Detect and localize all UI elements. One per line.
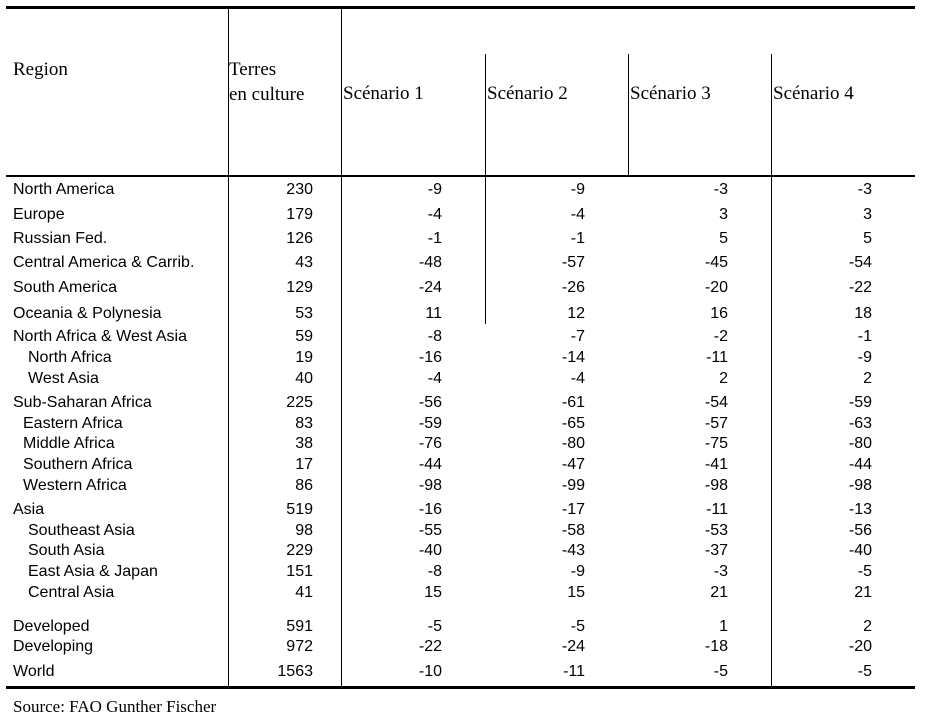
scenario-1-cell: 15 bbox=[424, 584, 442, 601]
region-cell: Sub-Saharan Africa bbox=[13, 394, 152, 411]
table-row bbox=[0, 205, 937, 225]
scenario-3-cell: -37 bbox=[704, 542, 728, 559]
scenario-3-cell: -2 bbox=[713, 328, 728, 345]
scenario-1-cell: -9 bbox=[427, 181, 442, 198]
source-note: Source: FAO Gunther Fischer bbox=[13, 697, 217, 716]
scenario-3-cell: -98 bbox=[704, 477, 728, 494]
table-row bbox=[0, 541, 937, 561]
top-rule bbox=[6, 6, 915, 9]
scenario-1-cell: -8 bbox=[427, 328, 442, 345]
region-cell: East Asia & Japan bbox=[28, 563, 158, 580]
table-row bbox=[0, 562, 937, 582]
scenario-4-cell: 18 bbox=[854, 305, 872, 322]
region-cell: North Africa bbox=[28, 349, 112, 366]
scenario-2-cell: -1 bbox=[570, 230, 585, 247]
scenario-1-cell: -10 bbox=[418, 663, 442, 680]
scenario-3-cell: -41 bbox=[704, 456, 728, 473]
scenario-3-cell: 21 bbox=[710, 584, 728, 601]
scenario-4-cell: -44 bbox=[848, 456, 872, 473]
header-scenario-4: Scénario 4 bbox=[773, 83, 854, 104]
region-cell: Russian Fed. bbox=[13, 230, 108, 247]
region-cell: Europe bbox=[13, 206, 65, 223]
scenario-3-cell: -54 bbox=[704, 394, 728, 411]
scenario-2-cell: -9 bbox=[570, 563, 585, 580]
region-cell: Central America & Carrib. bbox=[13, 254, 195, 271]
scenario-4-cell: -5 bbox=[857, 563, 872, 580]
scenario-3-cell: 2 bbox=[719, 370, 728, 387]
scenario-1-cell: -1 bbox=[427, 230, 442, 247]
scenario-4-cell: -1 bbox=[857, 328, 872, 345]
terres-cell: 41 bbox=[295, 584, 313, 601]
terres-cell: 972 bbox=[286, 638, 313, 655]
terres-cell: 519 bbox=[286, 501, 313, 518]
terres-cell: 19 bbox=[295, 349, 313, 366]
scenario-3-cell: -57 bbox=[704, 415, 728, 432]
region-cell: Asia bbox=[13, 501, 45, 518]
region-cell: Southeast Asia bbox=[28, 522, 135, 539]
terres-cell: 225 bbox=[286, 394, 313, 411]
scenario-4-cell: -5 bbox=[857, 663, 872, 680]
table-row bbox=[0, 637, 937, 657]
table-row bbox=[0, 304, 937, 324]
scenario-2-cell: -65 bbox=[561, 415, 585, 432]
scenario-4-cell: -54 bbox=[848, 254, 872, 271]
scenario-4-cell: 2 bbox=[863, 370, 872, 387]
region-cell: Developed bbox=[13, 618, 90, 635]
table-row bbox=[0, 476, 937, 496]
table-row bbox=[0, 500, 937, 520]
header-rule bbox=[6, 175, 915, 177]
table-row bbox=[0, 253, 937, 273]
scenario-3-cell: -3 bbox=[713, 563, 728, 580]
scenario-3-cell: -11 bbox=[706, 501, 728, 518]
scenario-1-cell: -5 bbox=[427, 618, 442, 635]
scenario-1-cell: -59 bbox=[418, 415, 442, 432]
region-cell: North America bbox=[13, 181, 115, 198]
scenario-4-cell: -98 bbox=[848, 477, 872, 494]
scenario-1-cell: -22 bbox=[418, 638, 442, 655]
terres-cell: 98 bbox=[295, 522, 313, 539]
scenario-3-cell: -20 bbox=[704, 279, 728, 296]
scenario-4-cell: -22 bbox=[848, 279, 872, 296]
region-cell: Eastern Africa bbox=[23, 415, 123, 432]
scenario-1-cell: -4 bbox=[427, 370, 442, 387]
scenario-2-cell: -61 bbox=[561, 394, 585, 411]
column-divider bbox=[628, 54, 629, 176]
scenario-2-cell: -17 bbox=[561, 501, 585, 518]
scenario-3-cell: -18 bbox=[704, 638, 728, 655]
terres-cell: 38 bbox=[295, 435, 313, 452]
scenario-4-cell: -20 bbox=[848, 638, 872, 655]
scenario-4-cell: -59 bbox=[848, 394, 872, 411]
terres-cell: 129 bbox=[286, 279, 313, 296]
scenario-3-cell: -45 bbox=[704, 254, 728, 271]
region-cell: North Africa & West Asia bbox=[13, 328, 187, 345]
scenario-2-cell: 15 bbox=[567, 584, 585, 601]
scenario-4-cell: 2 bbox=[863, 618, 872, 635]
scenario-3-cell: -75 bbox=[704, 435, 728, 452]
header-terres-line2: en culture bbox=[229, 84, 305, 105]
terres-cell: 59 bbox=[295, 328, 313, 345]
terres-cell: 126 bbox=[286, 230, 313, 247]
header-scenario-2: Scénario 2 bbox=[487, 83, 568, 104]
terres-cell: 53 bbox=[295, 305, 313, 322]
scenario-4-cell: -3 bbox=[857, 181, 872, 198]
table-row bbox=[0, 369, 937, 389]
terres-cell: 179 bbox=[286, 206, 313, 223]
scenario-4-cell: 5 bbox=[863, 230, 872, 247]
scenario-1-cell: -56 bbox=[418, 394, 442, 411]
scenario-4-cell: 21 bbox=[854, 584, 872, 601]
scenario-3-cell: -11 bbox=[706, 349, 728, 366]
table-row bbox=[0, 414, 937, 434]
scenario-2-cell: -7 bbox=[570, 328, 585, 345]
scenario-2-cell: -99 bbox=[561, 477, 585, 494]
scenario-2-cell: -80 bbox=[561, 435, 585, 452]
region-cell: Central Asia bbox=[28, 584, 115, 601]
scenario-1-cell: -4 bbox=[427, 206, 442, 223]
scenario-4-cell: -56 bbox=[848, 522, 872, 539]
region-cell: Southern Africa bbox=[23, 456, 133, 473]
region-cell: Oceania & Polynesia bbox=[13, 305, 162, 322]
terres-cell: 151 bbox=[286, 563, 313, 580]
scenario-1-cell: -98 bbox=[418, 477, 442, 494]
header-scenario-1: Scénario 1 bbox=[343, 83, 424, 104]
terres-cell: 17 bbox=[295, 456, 313, 473]
terres-cell: 86 bbox=[295, 477, 313, 494]
scenario-4-cell: 3 bbox=[863, 206, 872, 223]
scenario-2-cell: -26 bbox=[561, 279, 585, 296]
table-row bbox=[0, 434, 937, 454]
table-row bbox=[0, 278, 937, 298]
scenario-1-cell: -55 bbox=[418, 522, 442, 539]
scenario-1-cell: -76 bbox=[418, 435, 442, 452]
scenario-3-cell: -53 bbox=[704, 522, 728, 539]
region-cell: West Asia bbox=[28, 370, 99, 387]
scenario-4-cell: -13 bbox=[848, 501, 872, 518]
scenario-2-cell: -24 bbox=[561, 638, 585, 655]
scenario-2-cell: -5 bbox=[570, 618, 585, 635]
region-cell: South America bbox=[13, 279, 118, 296]
scenario-2-cell: -14 bbox=[561, 349, 585, 366]
scenario-2-cell: -57 bbox=[561, 254, 585, 271]
scenario-4-cell: -80 bbox=[848, 435, 872, 452]
terres-cell: 591 bbox=[286, 618, 313, 635]
scenario-2-cell: -47 bbox=[561, 456, 585, 473]
scenario-2-cell: -43 bbox=[561, 542, 585, 559]
scenario-3-cell: 3 bbox=[719, 206, 728, 223]
scenario-3-cell: -3 bbox=[713, 181, 728, 198]
terres-cell: 230 bbox=[286, 181, 313, 198]
scenario-4-cell: -63 bbox=[848, 415, 872, 432]
region-cell: Middle Africa bbox=[23, 435, 115, 452]
scenario-3-cell: 5 bbox=[719, 230, 728, 247]
table-row bbox=[0, 229, 937, 249]
table-row bbox=[0, 662, 937, 682]
scenario-1-cell: -8 bbox=[427, 563, 442, 580]
scenario-2-cell: -4 bbox=[570, 206, 585, 223]
scenario-1-cell: -16 bbox=[418, 501, 442, 518]
header-scenario-3: Scénario 3 bbox=[630, 83, 711, 104]
scenario-4-cell: -9 bbox=[857, 349, 872, 366]
table-row bbox=[0, 327, 937, 347]
region-cell: Western Africa bbox=[23, 477, 127, 494]
table-row bbox=[0, 521, 937, 541]
terres-cell: 229 bbox=[286, 542, 313, 559]
scenario-1-cell: -16 bbox=[418, 349, 442, 366]
scenario-1-cell: 11 bbox=[425, 305, 442, 322]
table-row bbox=[0, 393, 937, 413]
scenario-2-cell: -9 bbox=[570, 181, 585, 198]
scenario-1-cell: -24 bbox=[418, 279, 442, 296]
terres-cell: 1563 bbox=[277, 663, 313, 680]
table-row bbox=[0, 583, 937, 603]
scenario-1-cell: -44 bbox=[418, 456, 442, 473]
table-row bbox=[0, 455, 937, 475]
table-row bbox=[0, 180, 937, 200]
table-row bbox=[0, 348, 937, 368]
scenario-1-cell: -48 bbox=[418, 254, 442, 271]
region-cell: South Asia bbox=[28, 542, 105, 559]
header-terres-line1: Terres bbox=[229, 59, 277, 80]
scenario-4-cell: -40 bbox=[848, 542, 872, 559]
scenario-3-cell: 16 bbox=[710, 305, 728, 322]
terres-cell: 43 bbox=[295, 254, 313, 271]
scenario-2-cell: 12 bbox=[567, 305, 585, 322]
scenario-2-cell: -58 bbox=[561, 522, 585, 539]
header-region: Region bbox=[13, 59, 68, 80]
bottom-rule bbox=[6, 686, 915, 689]
region-cell: World bbox=[13, 663, 55, 680]
terres-cell: 83 bbox=[295, 415, 313, 432]
table-row bbox=[0, 617, 937, 637]
scenario-1-cell: -40 bbox=[418, 542, 442, 559]
scenario-3-cell: 1 bbox=[719, 618, 728, 635]
scenario-2-cell: -11 bbox=[563, 663, 585, 680]
terres-cell: 40 bbox=[295, 370, 313, 387]
header-terres-en-culture bbox=[229, 57, 304, 107]
scenario-3-cell: -5 bbox=[713, 663, 728, 680]
region-cell: Developing bbox=[13, 638, 94, 655]
scenario-2-cell: -4 bbox=[570, 370, 585, 387]
